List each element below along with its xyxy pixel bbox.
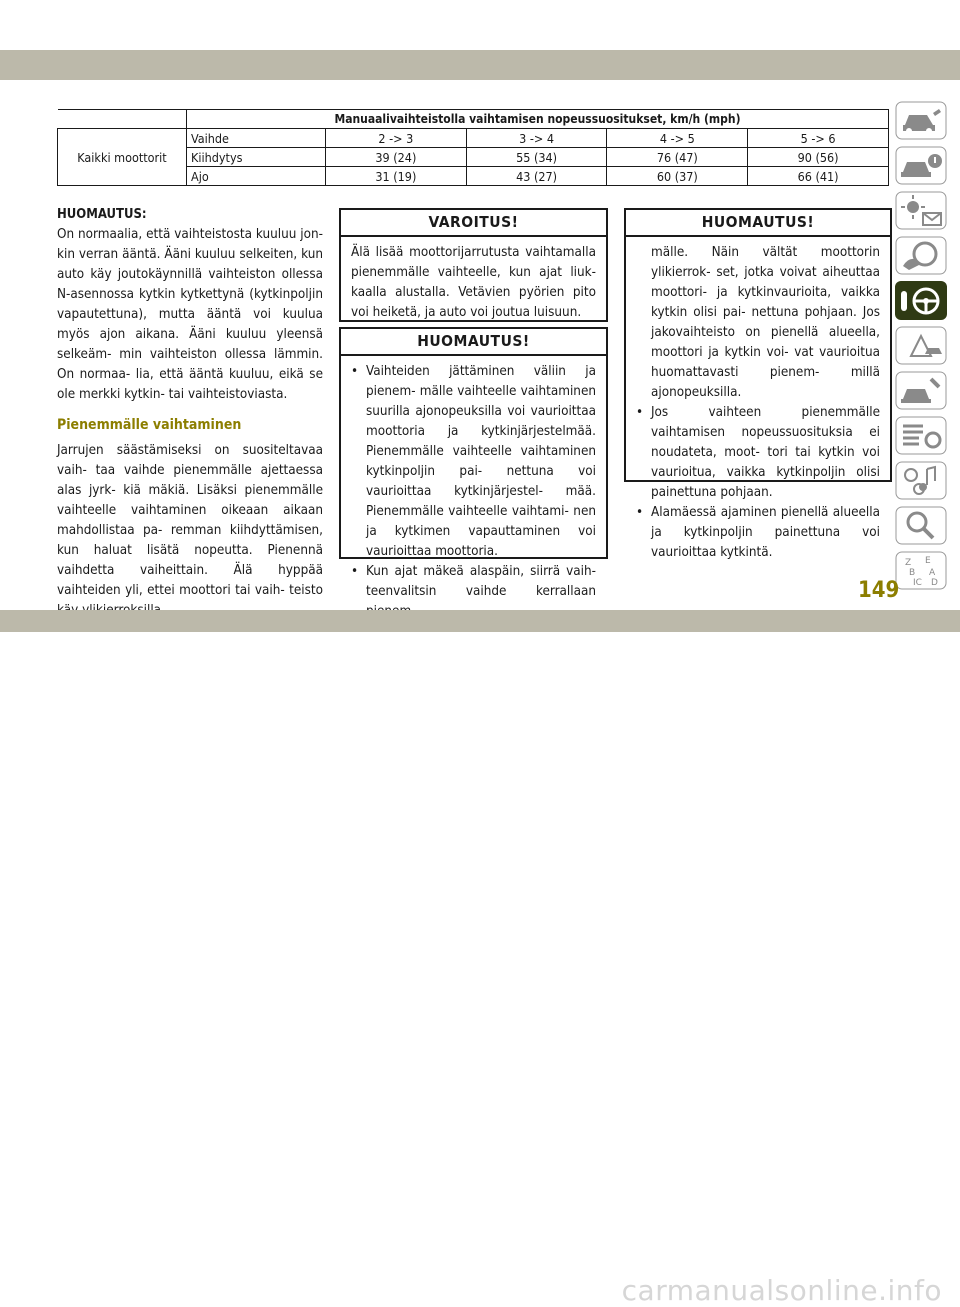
alphabet-index-icon[interactable] (895, 551, 947, 590)
list-item: • Kun ajat mäkeä alaspäin, siirrä vaih- teenvalitsin vaihde kerrallaan (351, 564, 596, 599)
hand-steering-icon[interactable] (895, 236, 947, 275)
svg-text:IC: IC (913, 578, 922, 588)
notice-heading: HUOMAUTUS! (626, 210, 890, 237)
page-number: 149 (858, 578, 900, 603)
note-heading: HUOMAUTUS: (57, 207, 147, 222)
notice-box-1 (339, 327, 608, 599)
table-cell: Vaihde (187, 129, 326, 148)
shift-speed-table (57, 109, 889, 186)
notice-box-2 (624, 208, 892, 560)
table-cell: 2 -> 3 (326, 129, 467, 148)
notice-heading: HUOMAUTUS! (341, 329, 606, 356)
dashboard-lights-icon[interactable] (895, 191, 947, 230)
notice-list (636, 403, 880, 563)
warning-box (339, 208, 608, 322)
table-cell: 3 -> 4 (466, 129, 607, 148)
top-stripe (0, 50, 960, 80)
notice-list (351, 362, 596, 622)
warning-heading: VAROITUS! (341, 210, 606, 237)
table-cell: 55 (34) (466, 148, 607, 167)
notice-continuation: mälle. Näin vältät moottorin ylikierrok- set, jotka voivat aiheuttaa moottori- ja kytkinvaurioita, vaikka kytkin olisi pai- nettuna pohjaan. Jos jakovaihteisto on pienellä alueella, moottori ja kytkin voi- vat vaurioitua huomattavasti pienem- millä ajonopeuksilla. (651, 245, 880, 400)
watermark: carmanualsonline.info (621, 1274, 942, 1307)
table-cell: 5 -> 6 (748, 129, 889, 148)
left-column (57, 205, 323, 621)
note-text: On normaalia, että vaihteistosta kuuluu jon- kin verran ääntä. Ääni kuuluu selkeiten, kun auto käy joutokäynnillä vaihteiston ollessa N-asennossa kytkin kytkettynä (kytkinpoljin vapautettuna), mutta ääntä voi kuulua myös ajon aikana. Ääni kuuluu yleensä selkeäm- min vaihteiston ollessa lämmin. On normaa- lia, että ääntä kuuluu, eikä se ole merkki kytkin- tai vaihteistoviasta. (57, 227, 323, 402)
svg-text:Z: Z (905, 558, 912, 568)
footer (0, 632, 960, 1307)
table-row (58, 129, 889, 148)
table-cell: 66 (41) (748, 167, 889, 186)
table-title: Manuaalivaihteistolla vaihtamisen nopeussuositukset, km/h (mph) (187, 110, 889, 129)
search-icon[interactable] (895, 506, 947, 545)
table-cell: Kiihdytys (187, 148, 326, 167)
table-cell: 31 (19) (326, 167, 467, 186)
warning-text: Älä lisää moottorijarrutusta vaihtamalla pienemmälle vaihteelle, kun ajat liuk- kaalla alustalla. Vetävien pyörien pito voi heiketä, ja auto voi joutua luisuun. (351, 245, 596, 320)
table-cell: 76 (47) (607, 148, 748, 167)
table-header-row (58, 110, 889, 129)
bottom-stripe (0, 610, 960, 632)
steering-wheel-icon[interactable] (895, 281, 947, 320)
list-item: • Vaihteiden jättäminen väliin ja pienem- mälle vaihteelle vaihtaminen suurilla ajonopeuksilla voi vaurioittaa moottoria ja kytkinjärjestelmää. Pienemmälle vaihteelle vaihtaminen kytkinpoljin pai- nettuna voi vaurioittaa kytkinjärjestel- mää. Pienemmälle vaihteelle vaihtami- nen ja kytkimen vapauttaminen voi vaurioittaa moottoria. (351, 364, 596, 559)
section-heading: Pienemmälle vaihtaminen (57, 417, 242, 433)
list-item: • Alamäessä ajaminen pienellä alueella ja kytkinpoljin painettuna voi vaurioittaa kytkintä. (636, 505, 880, 560)
car-key-icon[interactable] (895, 101, 947, 140)
svg-text:B: B (909, 568, 916, 578)
table-cell: 39 (24) (326, 148, 467, 167)
list-gear-icon[interactable] (895, 416, 947, 455)
table-cell: 60 (37) (607, 167, 748, 186)
table-cell: 43 (27) (466, 167, 607, 186)
chapter-sidebar (890, 101, 960, 601)
svg-text:E: E (925, 556, 931, 566)
list-item: • Jos vaihteen pienemmälle vaihtamisen nopeussuosituksia ei noudateta, moot- tori tai kytkin voi vaurioitua, vaikka kytkinpoljin olisi painettuna pohjaan. (636, 405, 880, 500)
warning-triangle-car-icon[interactable] (895, 326, 947, 365)
table-group-label: Kaikki moottorit (58, 129, 187, 186)
svg-text:A: A (929, 568, 936, 578)
table-cell: 4 -> 5 (607, 129, 748, 148)
section-text: Jarrujen säästämiseksi on suositeltavaa vaih- taa vaihde pienemmälle ajettaessa alas jyrk- kiä mäkiä. Lisäksi pienemmälle vaihteelle vaihtaminen oikeaan aikaan mahdollistaa pa- remman kiihdyttämisen, kun haluat lisätä nopeutta. Pienennä vaihdetta vaiheittain. Älä hyppää vaihteiden yli, ettei moottori tai vaih- teisto (57, 443, 323, 598)
car-info-icon[interactable] (895, 146, 947, 185)
table-cell: 90 (56) (748, 148, 889, 167)
table-cell: Ajo (187, 167, 326, 186)
svg-text:D: D (931, 578, 938, 588)
music-map-icon[interactable] (895, 461, 947, 500)
wrench-car-icon[interactable] (895, 371, 947, 410)
